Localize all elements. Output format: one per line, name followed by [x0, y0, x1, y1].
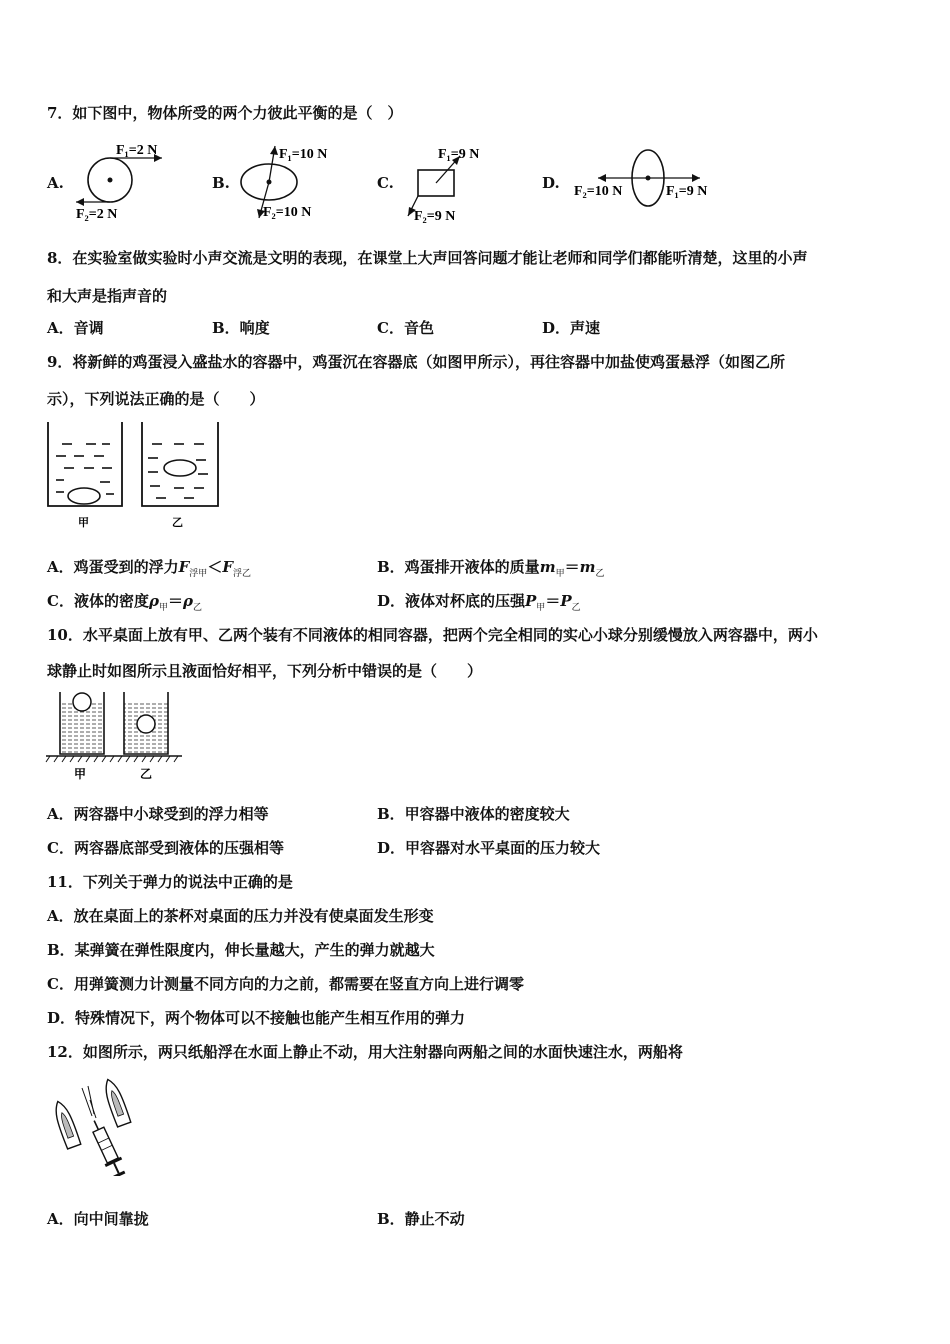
- q7-a-f2-label: F₂=2 N: [76, 207, 118, 222]
- q7-figure-d: [568, 140, 728, 220]
- q9-option-d: D．液体对杯底的压强$P_甲=P_乙$: [377, 592, 581, 613]
- q11-stem: 11．下列关于弹力的说法中正确的是: [47, 873, 293, 891]
- q7-option-c-letter: C.: [377, 174, 394, 192]
- q9-option-b: B．鸡蛋排开液体的质量$m_甲=m_乙$: [377, 558, 605, 579]
- q12-option-b: B．静止不动: [377, 1210, 465, 1228]
- q8-option-b: B．响度: [212, 319, 270, 337]
- q8-stem-line1: 8．在实验室做实验时小声交流是文明的表现，在课堂上大声回答问题才能让老师和同学们都能听清楚，这里的小声: [47, 249, 808, 267]
- q8-stem-line2: 和大声是指声音的: [47, 287, 168, 305]
- q7-option-a-letter: A.: [47, 174, 64, 192]
- q7-c-f2-label: F₂=9 N: [414, 209, 456, 224]
- q7-figure-b: [235, 138, 355, 228]
- q7-c-f1-label: F₁=9 N: [438, 147, 480, 162]
- q7-figure-c: [400, 138, 510, 228]
- q9-option-c: C．液体的密度$\rho_甲=\rho_乙$: [47, 592, 202, 613]
- q12-figure: [46, 1072, 146, 1176]
- q9-label-yi: 乙: [172, 517, 183, 529]
- q11-option-d: D．特殊情况下，两个物体可以不接触也能产生相互作用的弹力: [47, 1009, 466, 1027]
- q10-option-a: A．两容器中小球受到的浮力相等: [47, 805, 269, 823]
- q10-figure: [44, 690, 184, 786]
- q10-stem-line2: 球静止时如图所示且液面恰好相平，下列分析中错误的是（ ）: [47, 662, 483, 680]
- q8-option-a: A．音调: [47, 319, 104, 337]
- q11-option-b: B．某弹簧在弹性限度内，伸长量越大，产生的弹力就越大: [47, 941, 435, 959]
- q7-b-f1-label: F₁=10 N: [279, 147, 328, 162]
- q10-option-d: D．甲容器对水平桌面的压力较大: [377, 839, 601, 857]
- q7-stem: 7．如下图中，物体所受的两个力彼此平衡的是（ ）: [47, 104, 403, 122]
- q7-b-f2-label: F₂=10 N: [263, 205, 312, 220]
- q8-option-c: C．音色: [377, 319, 434, 337]
- q7-d-f2-label: F₂=10 N: [574, 184, 623, 199]
- q7-figure-a: [70, 140, 180, 225]
- q10-stem-line1: 10．水平桌面上放有甲、乙两个装有不同液体的相同容器，把两个完全相同的实心小球分别缓慢放入两容器中，两小: [47, 626, 818, 644]
- q11-option-a: A．放在桌面上的茶杯对桌面的压力并没有使桌面发生形变: [47, 907, 434, 925]
- q9-label-jia: 甲: [78, 517, 89, 529]
- q8-option-d: D．声速: [542, 319, 601, 337]
- q12-stem: 12．如图所示，两只纸船浮在水面上静止不动，用大注射器向两船之间的水面快速注水，两船将: [47, 1043, 683, 1061]
- q10-option-b: B．甲容器中液体的密度较大: [377, 805, 570, 823]
- q9-stem-line1: 9．将新鲜的鸡蛋浸入盛盐水的容器中，鸡蛋沉在容器底（如图甲所示），再往容器中加盐使鸡蛋悬浮（如图乙所: [47, 353, 785, 371]
- q11-option-c: C．用弹簧测力计测量不同方向的力之前，都需要在竖直方向上进行调零: [47, 975, 524, 993]
- q9-stem-line2: 示），下列说法正确的是（ ）: [47, 390, 265, 408]
- q12-option-a: A．向中间靠拢: [47, 1210, 149, 1228]
- q10-label-yi: 乙: [140, 767, 153, 781]
- q7-d-f1-label: F₁=9 N: [666, 184, 708, 199]
- q10-label-jia: 甲: [74, 767, 87, 781]
- q7-a-f1-label: F₁=2 N: [116, 143, 158, 158]
- q9-figure: [44, 420, 224, 532]
- q7-option-b-letter: B.: [212, 174, 230, 192]
- q7-option-d-letter: D.: [542, 174, 560, 192]
- q10-option-c: C．两容器底部受到液体的压强相等: [47, 839, 284, 857]
- q9-option-a: A．鸡蛋受到的浮力$F_{浮甲}<F_{浮乙}$: [47, 558, 251, 579]
